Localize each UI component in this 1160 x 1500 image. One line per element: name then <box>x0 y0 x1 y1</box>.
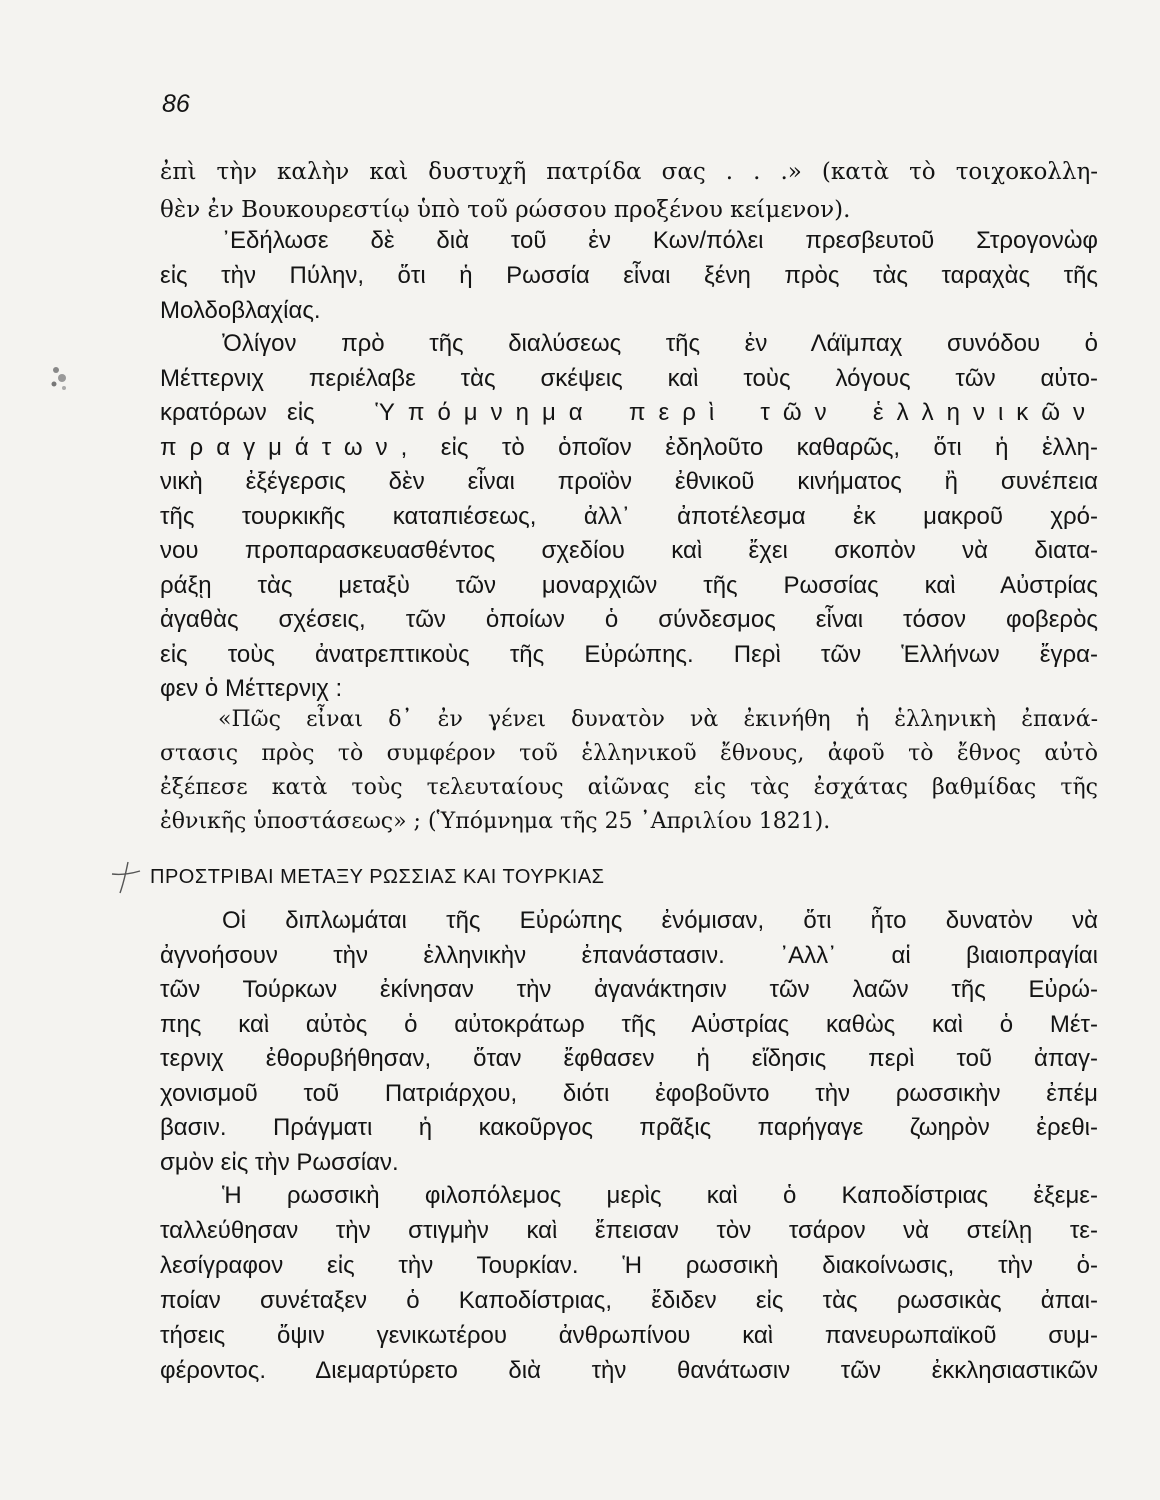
text-line: ἐθνικῆς ὑποστάσεως» ; (Ὑπόμνημα τῆς 25 ᾿Απριλίου 1821). <box>160 809 831 834</box>
scan-smudge-mark <box>44 360 74 394</box>
spaced-title: Ὑπόμνημα περὶ τῶν ἑλληνικῶν <box>375 399 1098 426</box>
text-fragment: , εἰς τὸ ὁποῖον ἐδηλοῦτο καθαρῶς, ὅτι ἡ ἑλλη- <box>400 433 1098 461</box>
text-line: ταλλεύθησαν τὴν στιγμὴν καὶ ἔπεισαν τὸν τσάρον νὰ στείλῃ τε- <box>160 1217 1098 1244</box>
handwritten-cross-mark <box>108 860 144 896</box>
text-line: λεσίγραφον εἰς τὴν Τουρκίαν. Ἡ ρωσσικὴ διακοίνωσις, τὴν ὁ- <box>160 1252 1098 1279</box>
spaced-title: πραγμάτων <box>160 433 401 461</box>
text-line <box>160 396 1098 431</box>
text-line: ἀγνοήσουν τὴν ἑλληνικὴν ἐπανάστασιν. ᾿Αλλ᾽ αἱ βιαιοπραγίαι <box>160 941 1098 969</box>
text-line: φέροντος. Διεμαρτύρετο διὰ τὴν θανάτωσιν τῶν ἐκκλησιαστικῶν <box>160 1357 1098 1384</box>
text-line: θὲν ἐν Βουκουρεστίῳ ὑπὸ τοῦ ρώσσου προξένου κείμενον). <box>160 197 851 223</box>
quotation <box>160 703 1098 839</box>
text-line: εἰς τὴν Πύλην, ὅτι ἡ Ρωσσία εἶναι ξένη πρὸς τὰς ταραχὰς τῆς <box>160 262 1098 289</box>
text-line: Ὀλίγον πρὸ τῆς διαλύσεως τῆς ἐν Λάϊμπαχ συνόδου ὁ <box>222 330 1098 357</box>
text-line: στασις πρὸς τὸ συμφέρον τοῦ ἑλληνικοῦ ἔθνους, ἀφοῦ τὸ ἔθνος αὐτὸ <box>160 741 1098 766</box>
text-line: σμὸν εἰς τὴν Ρωσσίαν. <box>160 1148 399 1176</box>
text-line: ράξῃ τὰς μεταξὺ τῶν μοναρχιῶν τῆς Ρωσσίας καὶ Αὐστρίας <box>160 571 1098 599</box>
text-line: «Πῶς εἶναι δ᾽ ἐν γένει δυνατὸν νὰ ἐκινήθη ἡ ἑλληνικὴ ἐπανά- <box>218 707 1098 732</box>
paragraph-3 <box>160 327 1098 707</box>
text-line: νικὴ ἐξέγερσις δὲν εἶναι προϊὸν ἐθνικοῦ κινήματος ἢ συνέπεια <box>160 468 1098 495</box>
text-line: τῆς τουρκικῆς καταπιέσεως, ἀλλ᾽ ἀποτέλεσμα ἐκ μακροῦ χρό- <box>160 502 1098 530</box>
paragraph-4 <box>160 904 1098 1180</box>
text-line: τήσεις ὄψιν γενικωτέρου ἀνθρωπίνου καὶ πανευρωπαϊκοῦ συμ- <box>160 1322 1098 1349</box>
text-line: πης καὶ αὐτὸς ὁ αὐτοκράτωρ τῆς Αὐστρίας καθὼς καὶ ὁ Μέτ- <box>160 1010 1098 1038</box>
text-line: χονισμοῦ τοῦ Πατριάρχου, διότι ἐφοβοῦντο τὴν ρωσσικὴν ἐπέμ <box>160 1079 1098 1107</box>
text-line: ἐξέπεσε κατὰ τοὺς τελευταίους αἰῶνας εἰς τὰς ἐσχάτας βαθμίδας τῆς <box>160 775 1098 800</box>
text-line: νου προπαρασκευασθέντος σχεδίου καὶ ἔχει σκοπὸν νὰ διατα- <box>160 537 1098 564</box>
text-line: εἰς τοὺς ἀνατρεπτικοὺς τῆς Εὐρώπης. Περὶ τῶν Ἑλλήνων ἔγρα- <box>160 640 1098 668</box>
text-line: ποίαν συνέταξεν ὁ Καποδίστριας, ἔδιδεν εἰς τὰς ρωσσικὰς ἀπαι- <box>160 1287 1098 1314</box>
paragraph-1 <box>160 153 1098 229</box>
text-line: Μολδοβλαχίας. <box>160 297 321 324</box>
text-line: Οἱ διπλωμάται τῆς Εὐρώπης ἐνόμισαν, ὅτι ἦτο δυνατὸν νὰ <box>222 907 1098 934</box>
paragraph-2 <box>160 223 1098 328</box>
text-line: Ἡ ρωσσικὴ φιλοπόλεμος μερὶς καὶ ὁ Καποδίστριας ἐξεμε- <box>222 1182 1098 1209</box>
text-line: τερνιχ ἐθορυβήθησαν, ὅταν ἔφθασεν ἡ εἴδησις περὶ τοῦ ἀπαγ- <box>160 1045 1098 1072</box>
text-line: Μέττερνιχ περιέλαβε τὰς σκέψεις καὶ τοὺς λόγους τῶν αὐτο- <box>160 364 1098 392</box>
text-line: φεν ὁ Μέττερνιχ : <box>160 675 343 702</box>
text-line <box>160 431 1098 466</box>
text-fragment: κρατόρων εἰς <box>160 399 315 426</box>
text-line: ἀγαθὰς σχέσεις, τῶν ὁποίων ὁ σύνδεσμος εἶναι τόσον φοβερὸς <box>160 606 1098 633</box>
paragraph-5 <box>160 1178 1098 1388</box>
text-line: ᾿Εδήλωσε δὲ διὰ τοῦ ἐν Κων/πόλει πρεσβευτοῦ Στρογονὼφ <box>222 227 1098 254</box>
text-line: ἐπὶ τὴν καλὴν καὶ δυστυχῆ πατρίδα σας . . .» (κατὰ τὸ τοιχοκολλη- <box>160 159 1098 185</box>
text-line: βασιν. Πράγματι ἡ κακοῦργος πρᾶξις παρήγαγε ζωηρὸν ἐρεθι- <box>160 1114 1098 1141</box>
page-number: 86 <box>162 90 190 118</box>
text-line: τῶν Τούρκων ἐκίνησαν τὴν ἀγανάκτησιν τῶν λαῶν τῆς Εὐρώ- <box>160 976 1098 1003</box>
section-heading: ΠΡΟΣΤΡΙΒΑΙ ΜΕΤΑΞΥ ΡΩΣΣΙΑΣ ΚΑΙ ΤΟΥΡΚΙΑΣ <box>150 866 605 888</box>
